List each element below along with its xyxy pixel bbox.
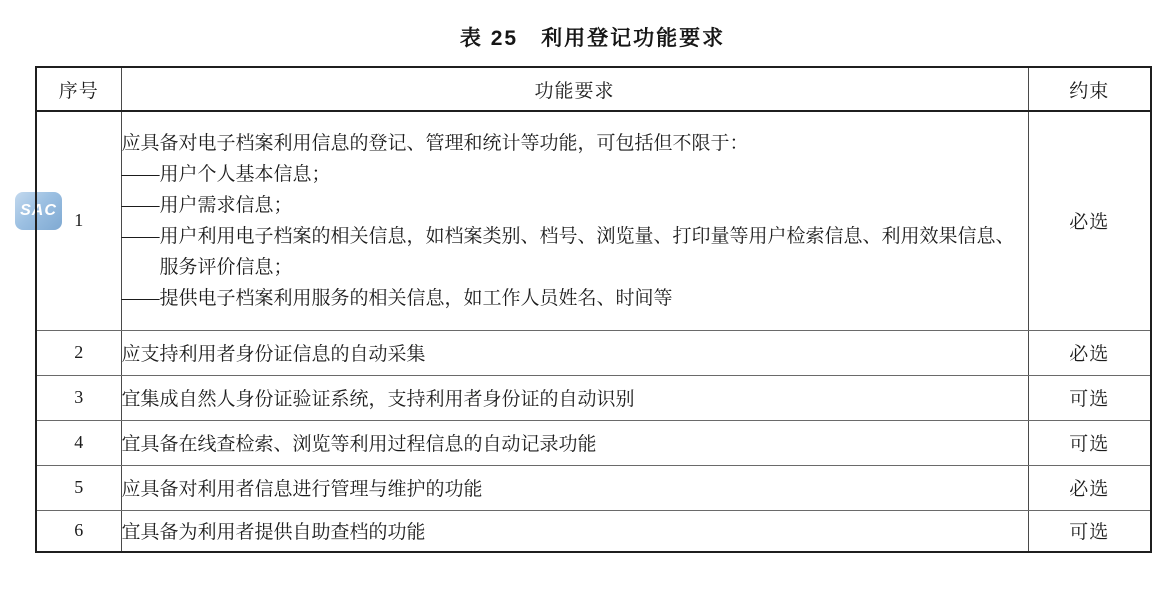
requirement-cell <box>121 111 1028 330</box>
requirement-cell: 宜具备为利用者提供自助查档的功能 <box>121 510 1028 552</box>
header-requirement: 功能要求 <box>121 67 1028 111</box>
row-number-cell: 1 <box>36 111 121 330</box>
requirement-dash-item: ——用户利用电子档案的相关信息，如档案类别、档号、浏览量、打印量等用户检索信息、利用效果信息、服务评价信息； <box>121 225 1015 278</box>
table-row <box>36 510 1151 552</box>
row-number-cell: 4 <box>36 420 121 465</box>
table-title: 表 25 利用登记功能要求 <box>459 27 726 50</box>
row-number-cell: 3 <box>36 375 121 420</box>
constraint-cell: 必选 <box>1028 465 1151 510</box>
sac-watermark-logo: SAC <box>15 192 62 230</box>
row-number-cell: 5 <box>36 465 121 510</box>
requirement-dash-item: ——提供电子档案利用服务的相关信息，如工作人员姓名、时间等 <box>121 287 673 309</box>
table-row <box>36 420 1151 465</box>
table-header-row <box>36 67 1151 111</box>
constraint-cell: 必选 <box>1028 330 1151 375</box>
table-row <box>36 330 1151 375</box>
table-row <box>36 111 1151 330</box>
constraint-cell: 可选 <box>1028 375 1151 420</box>
row-number-cell: 6 <box>36 510 121 552</box>
table-row <box>36 375 1151 420</box>
header-no: 序号 <box>36 67 121 111</box>
requirement-cell: 应具备对利用者信息进行管理与维护的功能 <box>121 465 1028 510</box>
requirements-table <box>35 66 1152 553</box>
requirement-cell: 宜具备在线查检索、浏览等利用过程信息的自动记录功能 <box>121 420 1028 465</box>
constraint-cell: 可选 <box>1028 420 1151 465</box>
requirement-cell: 宜集成自然人身份证验证系统，支持利用者身份证的自动识别 <box>121 375 1028 420</box>
requirement-intro-line: 应具备对电子档案利用信息的登记、管理和统计等功能，可包括但不限于： <box>121 132 749 154</box>
header-constraint: 约束 <box>1028 67 1151 111</box>
constraint-cell: 必选 <box>1028 111 1151 330</box>
constraint-cell: 可选 <box>1028 510 1151 552</box>
row-number-cell: 2 <box>36 330 121 375</box>
requirement-dash-item: ——用户个人基本信息； <box>121 163 331 185</box>
requirement-dash-item: ——用户需求信息； <box>121 194 293 216</box>
table-row <box>36 465 1151 510</box>
requirement-cell: 应支持利用者身份证信息的自动采集 <box>121 330 1028 375</box>
